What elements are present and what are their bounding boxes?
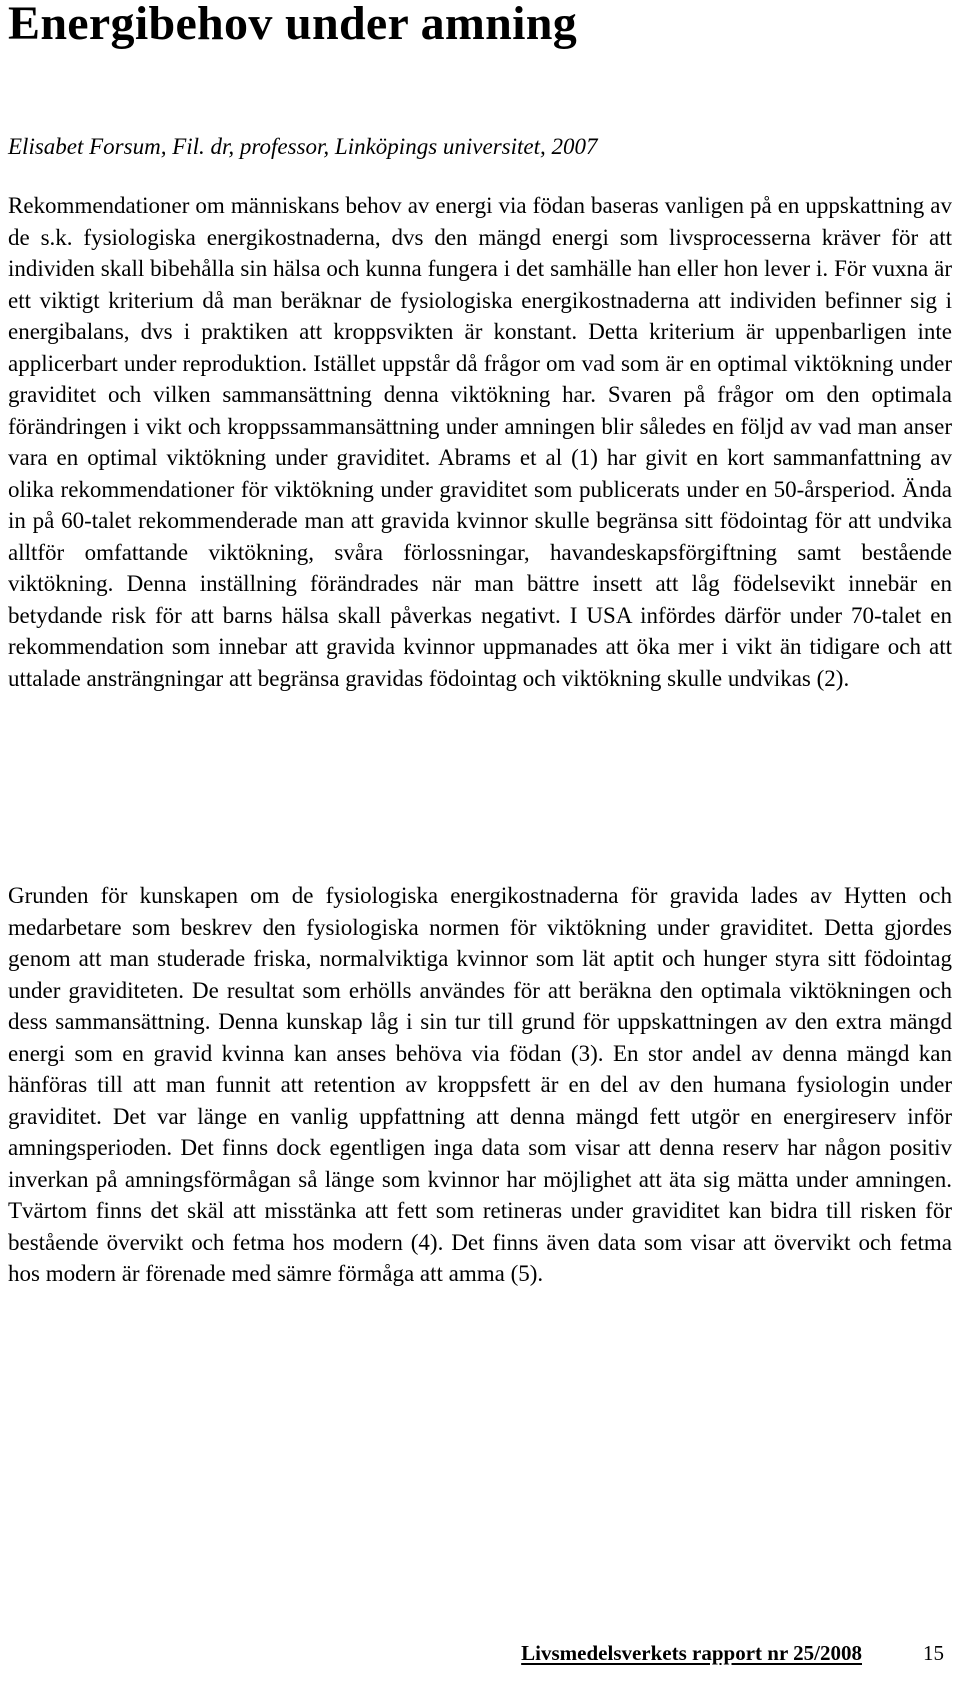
page-title: Energibehov under amning (8, 0, 578, 50)
document-page (8, 0, 952, 1689)
body-paragraph-1: Rekommendationer om människans behov av energi via födan baseras vanligen på en uppskattning av de s.k. fysiologiska energikostnaderna, dvs den mängd energi som livsprocesserna kräver för att individen skall bibehålla sin hälsa och kunna fungera i det samhälle han eller hon lever i. För vuxna är ett viktigt kriterium då man beräknar de fysiologiska energikostnaderna att individen befinner sig i energibalans, dvs i praktiken att kroppsvikten är konstant. Detta kriterium är uppenbarligen inte applicerbart under reproduktion. Istället uppstår då frågor om vad som är en optimal viktökning under graviditet och vilken sammansättning denna viktökning har. Svaren på frågor om den optimala förändringen i vikt och kroppssammansättning under amningen blir således en följd av vad man anser vara en optimal viktökning under graviditet. Abrams et al (1) har givit en kort sammanfattning av olika rekommendationer för viktökning under graviditet som publicerats under en 50-årsperiod. Ända in på 60-talet rekommenderade man att gravida kvinnor skulle begränsa sitt födointag för att undvika alltför omfattande viktökning, svåra förlossningar, havandeskapsförgiftning samt bestående viktökning. Denna inställning förändrades när man bättre insett att låg födelsevikt innebär en betydande risk för att barns hälsa skall påverkas negativt. I USA infördes därför under 70-talet en rekommendation som innebar att gravida kvinnor uppmanades att öka mer i vikt än tidigare och att uttalade ansträngningar att begränsa gravidas födointag och viktökning skulle undvikas (2). (8, 193, 952, 691)
author-line: Elisabet Forsum, Fil. dr, professor, Linköpings universitet, 2007 (8, 134, 598, 159)
body-paragraph-2: Grunden för kunskapen om de fysiologiska energikostnaderna för gravida lades av Hytten och medarbetare som beskrev den fysiologiska normen för viktökning under graviditet. Detta gjordes genom att man studerade friska, normalviktiga kvinnor som lät aptit och hunger styra sitt födointag under graviditeten. De resultat som erhölls användes för att beräkna den optimala viktökningen och dess sammansättning. Denna kunskap låg i sin tur till grund för uppskattningen av den extra mängd energi som en gravid kvinna kan anses behöva via födan (3). En stor andel av denna mängd kan hänföras till att man funnit att retention av kroppsfett är en del av den humana fysiologin under graviditet. Det var länge en vanlig uppfattning att denna mängd fett utgör en energireserv inför amningsperioden. Det finns dock egentligen inga data som visar att denna reserv har någon positiv inverkan på amningsförmågan så länge som kvinnor har möjlighet att äta sig mätta under amningen. Tvärtom finns det skäl att misstänka att fett som retineras under graviditet kan bidra till risken för bestående övervikt och fetma hos modern (4). Det finns även data som visar att övervikt och fetma hos modern är förenade med sämre förmåga att amma (5). (8, 883, 952, 1286)
footer-report-title: Livsmedelsverkets rapport nr 25/2008 (521, 1641, 862, 1665)
page-number: 15 (923, 1641, 944, 1665)
